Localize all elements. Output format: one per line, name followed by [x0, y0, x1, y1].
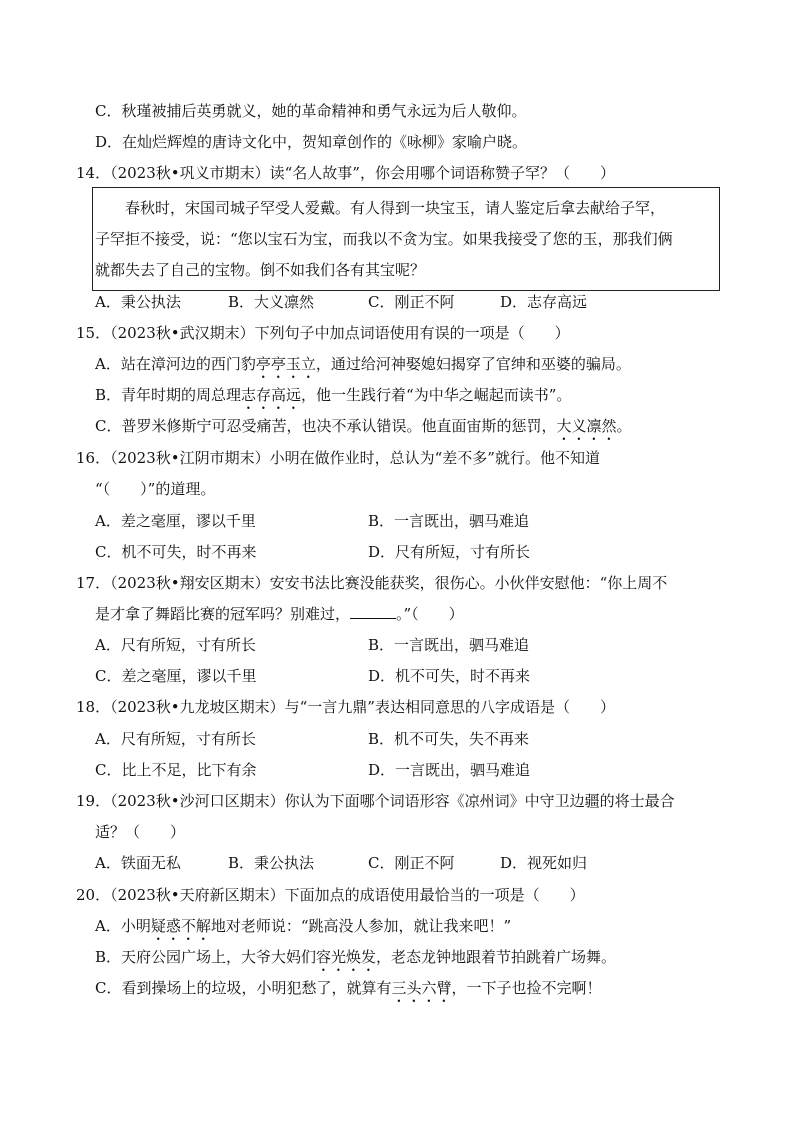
dotted-word: 大义凛然: [556, 417, 617, 435]
option-c: C．刚正不阿: [368, 854, 455, 872]
option-c: [95, 978, 602, 1006]
option-b: B．一言既出，驷马难追: [368, 512, 530, 530]
option-b: [95, 947, 616, 975]
option-text: C．普罗米修斯宁可忍受痛苦，也决不承认错误。他直面宙斯的惩罚，: [95, 417, 557, 435]
option-text: B．天府公园广场上，大爷大妈们: [95, 948, 317, 966]
story-box: [92, 187, 720, 291]
option-text: C．看到操场上的垃圾，小明犯愁了，就算有: [95, 979, 392, 997]
question-17-options-row1: [95, 635, 734, 655]
answer-blank: [350, 604, 396, 619]
option-c: C．刚正不阿: [368, 293, 455, 311]
story-line: 就都失去了自己的宝物。倒不如我们各有其宝呢？: [95, 261, 426, 279]
stem-text: 是才拿了舞蹈比赛的冠军吗？别难过，: [95, 605, 351, 623]
question-19-options: [95, 853, 734, 873]
option-a: A．差之毫厘，谬以千里: [95, 512, 256, 530]
question-16-stem: 16．（2023秋•江阴市期末）小明在做作业时，总认为“差不多”就行。他不知道: [76, 449, 600, 467]
option-text: 地对老师说：“跳高没人参加，就让我来吧！”: [210, 917, 512, 935]
option-d: D．志存高远: [500, 293, 588, 311]
question-17-stem-cont: [95, 604, 464, 624]
option-b: B．秉公执法: [228, 854, 315, 872]
question-18-options-row2: [95, 760, 734, 780]
question-18-options-row1: [95, 729, 734, 749]
option-a: A．尺有所短，寸有所长: [95, 636, 256, 654]
option-a: A．尺有所短，寸有所长: [95, 730, 256, 748]
question-20-stem: 20．（2023秋•天府新区期末）下面加点的成语使用最恰当的一项是（ ）: [76, 886, 585, 904]
option-a: A．铁面无私: [95, 854, 181, 872]
option-c: C．差之毫厘，谬以千里: [95, 667, 257, 685]
question-16-options-row1: [95, 511, 734, 531]
option-b: B．一言既出，驷马难追: [368, 636, 530, 654]
question-18-stem: 18．（2023秋•九龙坡区期末）与“一言九鼎”表达相同意思的八字成语是（ ）: [76, 698, 615, 716]
option-text: 。: [616, 417, 632, 435]
question-17-options-row2: [95, 666, 734, 686]
option-a: A．秉公执法: [95, 293, 181, 311]
option-c: C．比上不足，比下有余: [95, 761, 257, 779]
stem-text: 。”（ ）: [396, 605, 464, 623]
option-b: B．大义凛然: [228, 293, 315, 311]
story-line: 子罕拒不接受，说：“您以宝石为宝，而我以不贪为宝。如果我接受了您的玉，那我们俩: [95, 230, 673, 248]
option-d: D．尺有所短，寸有所长: [368, 543, 531, 561]
option-d-prev: D．在灿烂辉煌的唐诗文化中，贺知章创作的《咏柳》家喻户晓。: [95, 133, 528, 151]
option-d: D．视死如归: [500, 854, 588, 872]
option-d: D．一言既出，驷马难追: [368, 761, 531, 779]
option-c: C．机不可失，时不再来: [95, 543, 257, 561]
option-text: ，他一生践行着“为中华之崛起而读书”。: [301, 386, 572, 404]
question-16-stem-cont: “（ ）”的道理。: [95, 480, 216, 498]
option-text: ，一下子也捡不完啊！: [451, 979, 602, 997]
option-d: D．机不可失，时不再来: [368, 667, 531, 685]
story-line: 春秋时，宋国司城子罕受人爱戴。有人得到一块宝玉，请人鉴定后拿去献给子罕，: [95, 199, 666, 217]
question-16-options-row2: [95, 542, 734, 562]
question-14-stem: 14．（2023秋•巩义市期末）读“名人故事”，你会用哪个词语称赞子罕？（ ）: [76, 164, 615, 182]
option-text: B．青年时期的周总理: [95, 386, 242, 404]
dotted-word: 疑惑不解: [150, 917, 211, 935]
option-c: [95, 416, 632, 444]
option-text: ，通过给河神娶媳妇揭穿了官绅和巫婆的骗局。: [315, 355, 631, 373]
dotted-word: 三头六臂: [391, 979, 452, 997]
option-b: B．机不可失，失不再来: [368, 730, 530, 748]
dotted-word: 容光焕发: [316, 948, 377, 966]
question-19-stem: 19．（2023秋•沙河口区期末）你认为下面哪个词语形容《凉州词》中守卫边疆的将士最合: [76, 792, 675, 810]
dotted-word: 志存高远: [241, 386, 302, 404]
question-14-options: [95, 292, 734, 312]
option-text: ，老态龙钟地跟着节拍跳着广场舞。: [376, 948, 617, 966]
option-b: [95, 385, 571, 413]
option-a: [95, 354, 631, 382]
option-a: [95, 916, 511, 944]
option-text: A．小明: [95, 917, 151, 935]
question-19-stem-cont: 适？（ ）: [95, 823, 186, 841]
dotted-word: 亭亭玉立: [255, 355, 316, 373]
question-15-stem: 15．（2023秋•武汉期末）下列句子中加点词语使用有误的一项是（ ）: [76, 324, 570, 342]
option-c-prev: C．秋瑾被捕后英勇就义，她的革命精神和勇气永远为后人敬仰。: [95, 102, 527, 120]
option-text: A．站在漳河边的西门豹: [95, 355, 256, 373]
question-17-stem: 17．（2023秋•翔安区期末）安安书法比赛没能获奖，很伤心。小伙伴安慰他：“你上周不: [76, 574, 668, 592]
